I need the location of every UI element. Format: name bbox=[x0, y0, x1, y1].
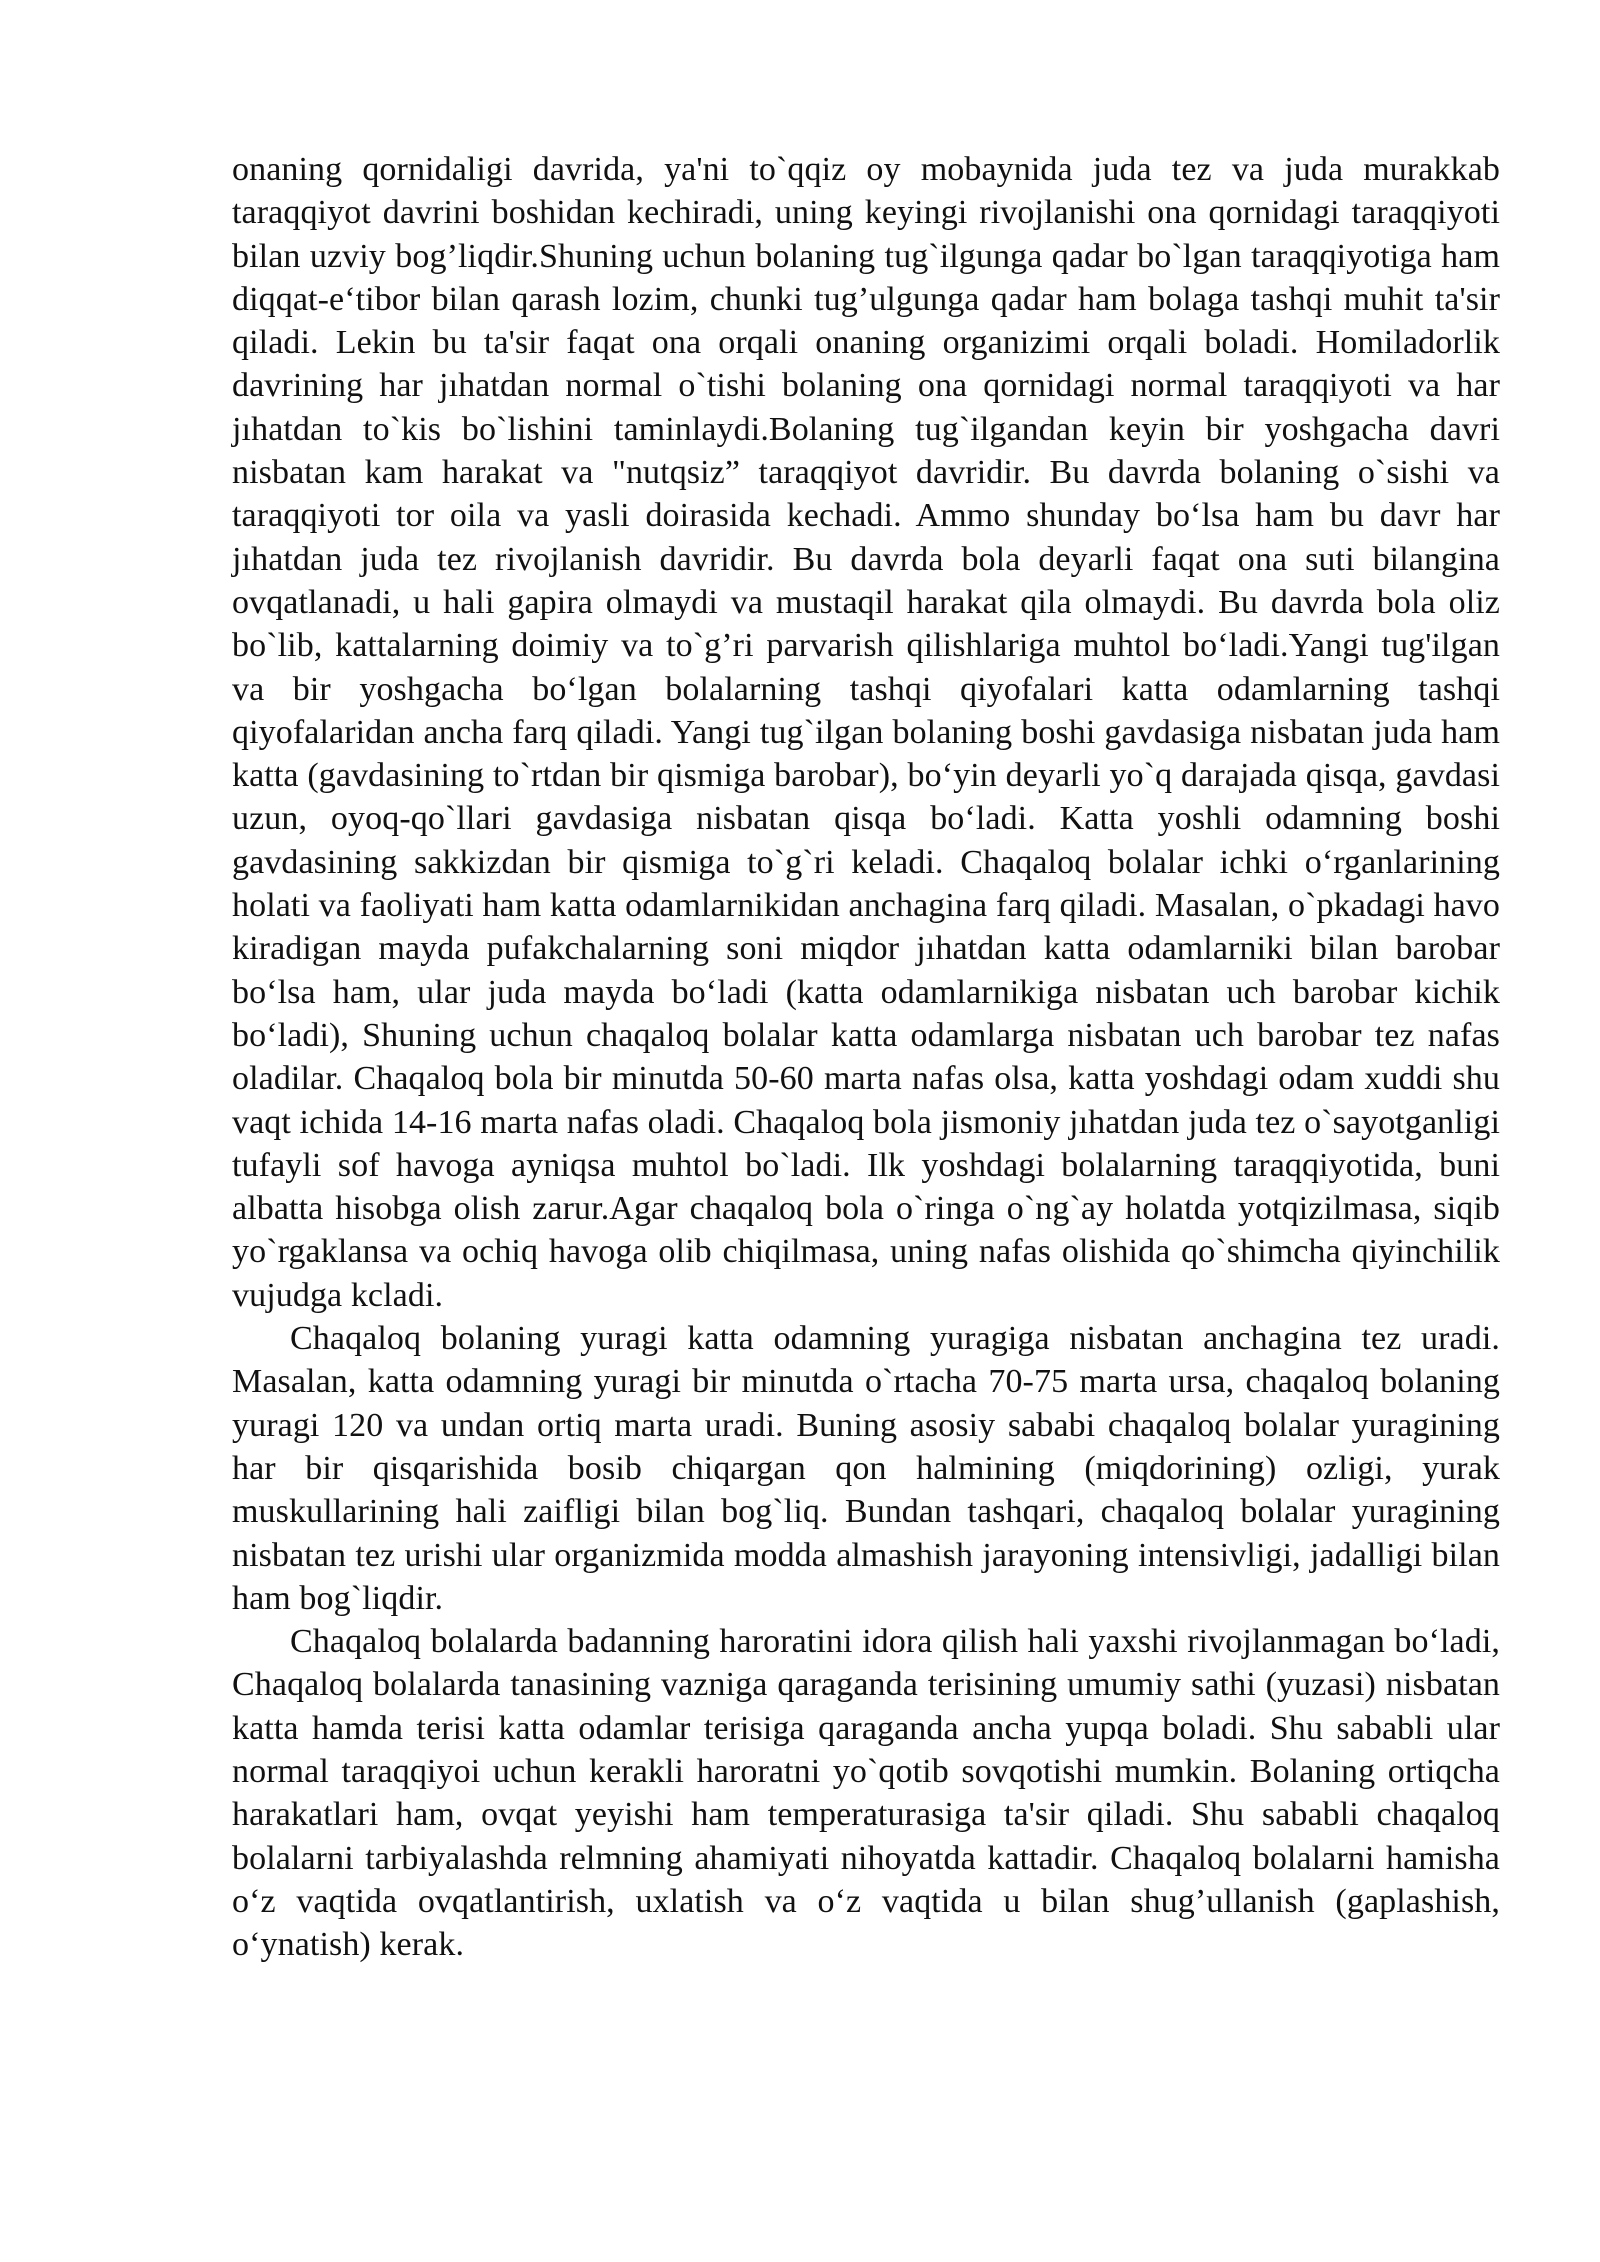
paragraph-1: onaning qornidaligi davrida, ya'ni to`qqiz oy mobaynida juda tez va juda murakkab taraqqiyot davrini boshidan kechiradi, uning keyingi rivojlanishi ona qornidagi taraqqiyoti bilan uzviy bog’liqdir.Shuning uchun bolaning tug`ilgunga qadar bo`lgan taraqqiyotiga ham diqqat-e‘tibor bilan qarash lozim, chunki tug’ulgunga qadar ham bolaga tashqi muhit ta'sir qiladi. Lekin bu ta'sir faqat ona orqali onaning organizimi orqali boladi. Homiladorlik davrining har jıhatdan normal o`tishi bolaning ona qornidagi normal taraqqiyoti va har jıhatdan to`kis bo`lishini taminlaydi.Bolaning tug`ilgandan keyin bir yoshgacha davri nisbatan kam harakat va "nutqsiz” taraqqiyot davridir. Bu davrda bolaning o`sishi va taraqqiyoti tor oila va yasli doirasida kechadi. Ammo shunday bo‘lsa ham bu davr har jıhatdan juda tez rivojlanish davridir. Bu davrda bola deyarli faqat ona suti bilangina ovqatlanadi, u hali gapira olmaydi va mustaqil harakat qila olmaydi. Bu davrda bola oliz bo`lib, kattalarning doimiy va to`g’ri parvarish qilishlariga muhtol bo‘ladi.Yangi tug'ilgan va bir yoshgacha bo‘lgan bolalarning tashqi qiyofalari katta odamlarning tashqi qiyofalaridan ancha farq qiladi. Yangi tug`ilgan bolaning boshi gavdasiga nisbatan juda ham katta (gavdasining to`rtdan bir qismiga barobar), bo‘yin deyarli yo`q darajada qisqa, gavdasi uzun, oyoq-qo`llari gavdasiga nisbatan qisqa bo‘ladi. Katta yoshli odamning boshi gavdasining sakkizdan bir qismiga to`g`ri keladi. Chaqaloq bolalar ichki o‘rganlarining holati va faoliyati ham katta odamlarnikidan anchagina farq qiladi. Masalan, o`pkadagi havo kiradigan mayda pufakchalarning soni miqdor jıhatdan katta odamlarniki bilan barobar bo‘lsa ham, ular juda mayda bo‘ladi (katta odamlarnikiga nisbatan uch barobar kichik bo‘ladi), Shuning uchun chaqaloq bolalar katta odamlarga nisbatan uch barobar tez nafas oladilar. Chaqaloq bola bir minutda 50-60 marta nafas olsa, katta yoshdagi odam xuddi shu vaqt ichida 14-16 marta nafas oladi. Chaqaloq bola jismoniy jıhatdan juda tez o`sayotganligi tufayli sof havoga ayniqsa muhtol bo`ladi. Ilk yoshdagi bolalarning taraqqiyotida, buni albatta hisobga olish zarur.Agar chaqaloq bola o`ringa o`ng`ay holatda yotqizilmasa, siqib yo`rgaklansa va ochiq havoga olib chiqilmasa, uning nafas olishida qo`shimcha qiyinchilik vujudga kcladi. bbox=[232, 151, 1500, 1314]
paragraph-2: Chaqaloq bolaning yuragi katta odamning yuragiga nisbatan anchagina tez uradi. Masalan, katta odamning yuragi bir minutda o`rtacha 70-75 marta ursa, chaqaloq bolaning yuragi 120 va undan ortiq marta uradi. Buning asosiy sababi chaqaloq bolalar yuragining har bir qisqarishida bosib chiqargan qon halmining (miqdorining) ozligi, yurak muskullarining hali zaifligi bilan bog`liq. Bundan tashqari, chaqaloq bolalar yuragining nisbatan tez urishi ular organizmida modda almashish jarayoning intensivligi, jadalligi bilan ham bog`liqdir. bbox=[232, 1320, 1500, 1617]
document-page bbox=[232, 148, 1500, 1966]
paragraph-3: Chaqaloq bolalarda badanning haroratini idora qilish hali yaxshi rivojlanmagan bo‘ladi, Chaqaloq bolalarda tanasining vazniga qaraganda terisining umumiy sathi (yuzasi) nisbatan katta hamda terisi katta odamlar terisiga qaraganda ancha yupqa boladi. Shu sababli ular normal taraqqiyoi uchun kerakli haroratni yo`qotib sovqotishi mumkin. Bolaning ortiqcha harakatlari ham, ovqat yeyishi ham temperaturasiga ta'sir qiladi. Shu sababli chaqaloq bolalarni tarbiyalashda relmning ahamiyati nihoyatda kattadir. Chaqaloq bolalarni hamisha o‘z vaqtida ovqatlantirish, uxlatish va o‘z vaqtida u bilan shug’ullanish (gaplashish, o‘ynatish) kerak. bbox=[232, 1623, 1500, 1964]
